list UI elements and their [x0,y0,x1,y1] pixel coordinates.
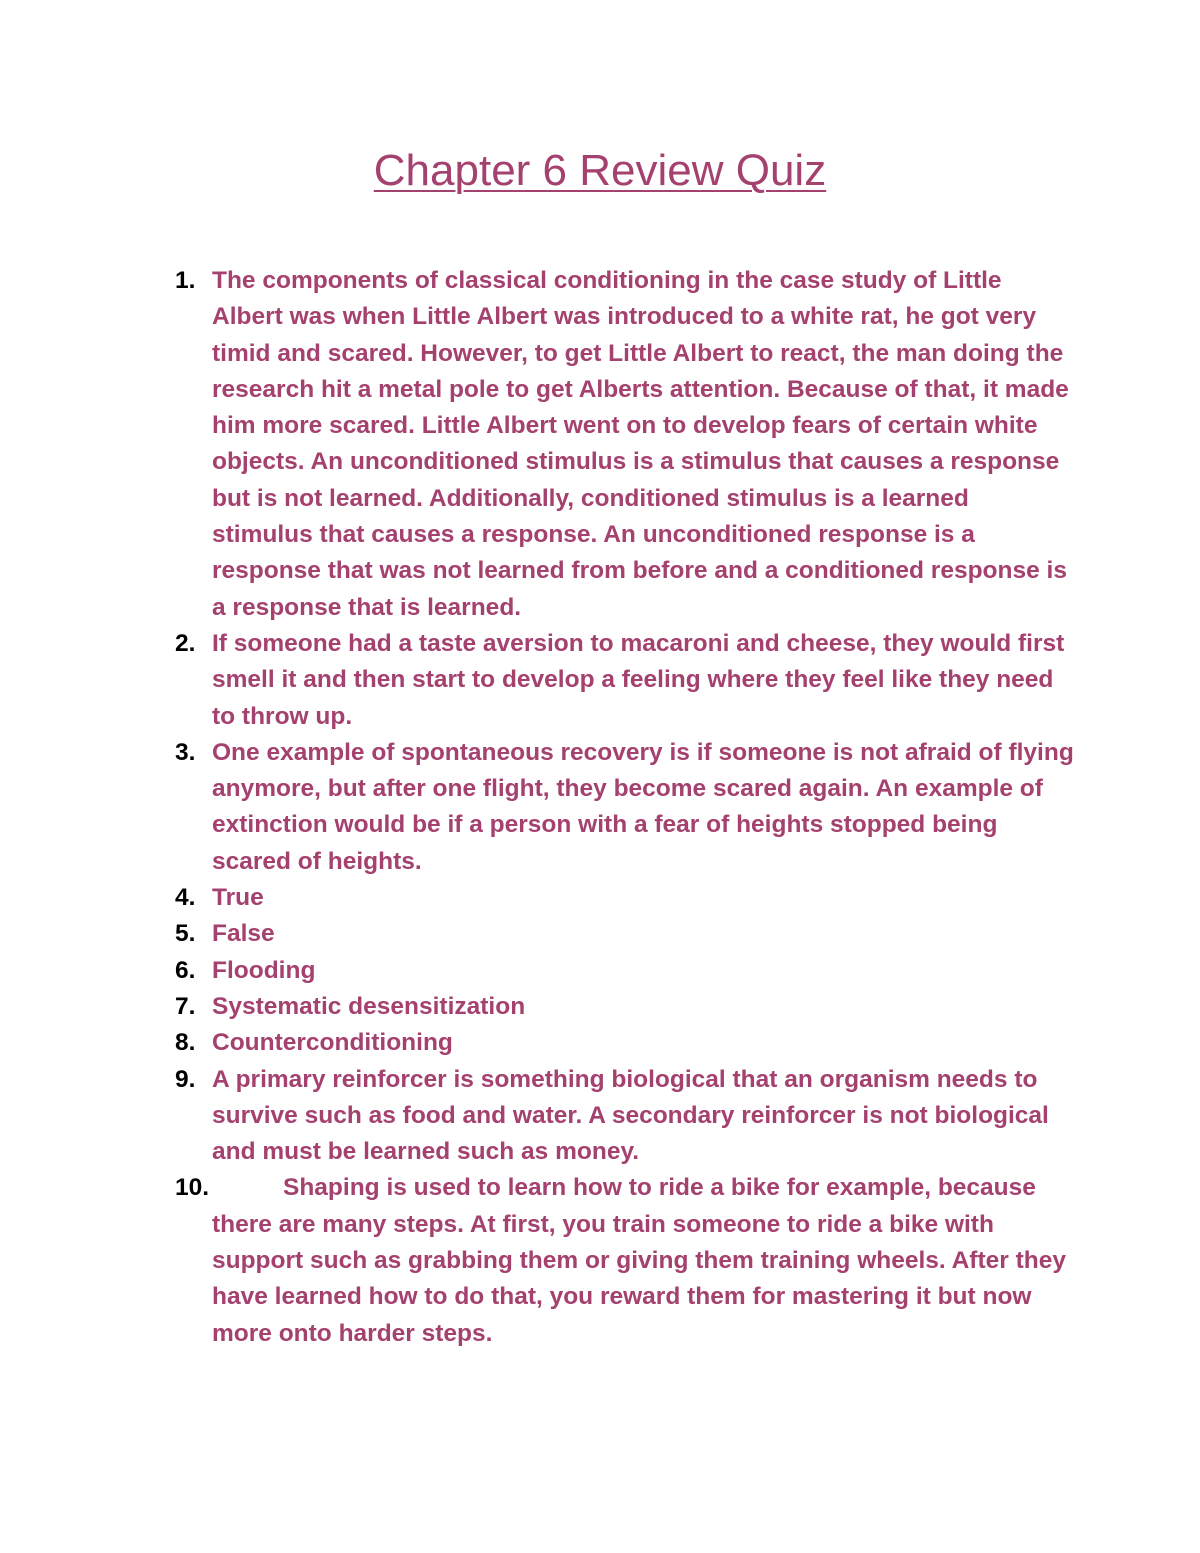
page-title: Chapter 6 Review Quiz [373,146,827,195]
item-answer-text: Flooding [212,956,316,984]
item-number: 6. [175,956,196,984]
item-answer-text: Systematic desensitization [212,992,526,1020]
item-number: 1. [175,267,196,294]
list-item [175,1170,1075,1351]
list-item [175,916,1075,952]
list-item [175,263,1075,626]
item-answer-text: Shaping is used to learn how to ride a bike for example, because there are many steps. At first, you train someone to ride a bike with support such as grabbing them or giving them training wheels. After they have learned how to do that, you reward them for mastering it but now more onto harder steps. [212,1174,1066,1347]
item-number: 5. [175,920,196,948]
item-answer-text: False [212,920,275,948]
item-number: 9. [175,1065,196,1093]
item-number: 2. [175,629,196,657]
item-number: 10. [175,1174,210,1202]
list-item [175,989,1075,1025]
item-number: 8. [175,1029,196,1057]
list-item [175,1025,1075,1061]
item-number: 4. [175,884,196,912]
item-answer-text: The components of classical conditioning in the case study of Little Albert was when Little Albert was introduced to a white rat, he got very timid and scared. However, to get Little Albert to react, the man doing the research hit a metal pole to get Alberts attention. Because of that, it made him more scared. Little Albert went on to develop fears of certain white objects. An unconditioned stimulus is a stimulus that causes a response but is not learned. Additionally, conditioned stimulus is a learned stimulus that causes a response. An unconditioned response is a response that was not learned from before and a conditioned response is a response that is learned. [212,267,1069,621]
item-answer-text: One example of spontaneous recovery is if someone is not afraid of flying anymore, but after one flight, they become scared again. An example of extinction would be if a person with a fear of heights stopped being scared of heights. [212,738,1074,875]
item-answer-text: Counterconditioning [212,1029,453,1057]
item-answer-text: A primary reinforcer is something biological that an organism needs to survive such as food and water. A secondary reinforcer is not biological and must be learned such as money. [212,1065,1049,1166]
item-number: 3. [175,738,196,766]
quiz-answer-list [175,263,1075,1352]
list-item [175,735,1075,880]
item-number: 7. [175,992,196,1020]
list-item [175,626,1075,735]
item-answer-text: True [212,884,264,912]
list-item [175,953,1075,989]
list-item [175,1062,1075,1171]
item-answer-text: If someone had a taste aversion to macaroni and cheese, they would first smell it and then start to develop a feeling where they feel like they need to throw up. [212,629,1065,730]
list-item [175,880,1075,916]
